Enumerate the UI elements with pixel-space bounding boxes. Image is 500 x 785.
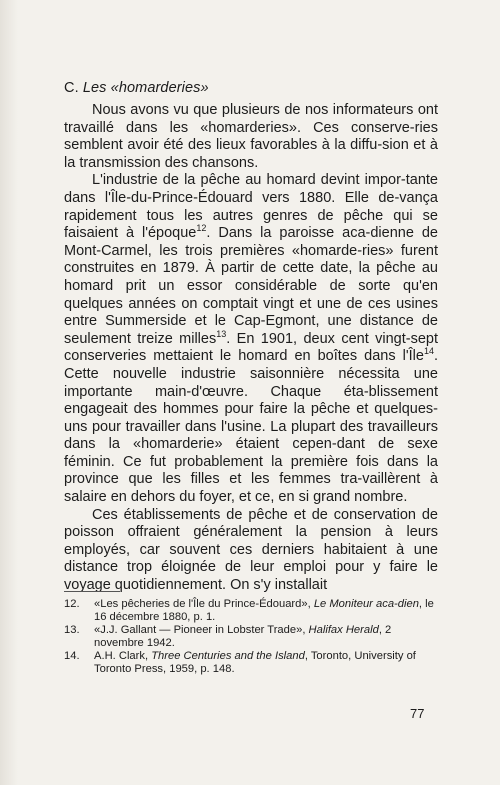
footnote-ref: 13 [216, 328, 227, 339]
body-text [64, 102, 438, 595]
footnote [64, 650, 442, 676]
footnote-number: 14. [64, 650, 80, 662]
section-title: Les «homarderies» [82, 80, 209, 96]
footnote-number: 12. [64, 598, 80, 610]
footnote-text: «Les pêcheries de l'Île du Prince-Édouard», Le Moniteur aca-dien, le 16 décembre 1880, p. 1. [94, 598, 434, 623]
paragraph: Nous avons vu que plusieurs de nos informateurs ont travaillé dans les «homarderies». Ces conserve-ries semblent avoir été des lieux favorables à la diffu-sion et à la transmission des chansons. [64, 102, 438, 171]
section-heading [64, 80, 209, 96]
footnote [64, 624, 442, 650]
footnote-number: 13. [64, 624, 80, 636]
footnote [64, 598, 442, 624]
footnote-separator [64, 591, 120, 592]
footnote-title: Three Centuries and the Island [151, 650, 305, 662]
section-letter: C. [64, 80, 79, 96]
footnote-ref: 14 [423, 346, 434, 357]
page-number: 77 [410, 706, 425, 721]
footnote-text: «J.J. Gallant — Pioneer in Lobster Trade», Halifax Herald, 2 novembre 1942. [94, 624, 392, 649]
footnote-title: Le Moniteur aca-dien [313, 598, 419, 610]
footnote-text: A.H. Clark, Three Centuries and the Island, Toronto, University of Toronto Press, 1959, p. 148. [94, 650, 416, 675]
footnote-title: Halifax Herald [308, 624, 379, 636]
footnote-ref: 12 [196, 223, 207, 234]
paragraph: L'industrie de la pêche au homard devint impor-tante dans l'Île-du-Prince-Édouard vers 1880. Elle de-vança rapidement tous les autres genres de pêche qui se faisaient à l'époque$^{12}$. Dans la paroisse aca-dienne de Mont-Carmel, les trois premières «homarde-ries» furent construites en 1879. À partir de cette date, la pêche au homard prit un essor considérable de sorte qu'en quelques années on comptait vingt et une de ces usines entre Summerside et le Cap-Egmont, une distance de seulement treize milles$^{13}$. En 1901, deux cent vingt-sept conserveries mettaient le homard en boîtes dans l'Île$^{14}$. Cette nouvelle industrie saisonnière nécessita une importante main-d'œuvre. Chaque éta-blissement engageait des hommes pour faire la pêche et quelques-uns pour travailler dans l'usine. La plupart des travailleurs dans la «homarderie» étaient cepen-dant de sexe féminin. Ce fut probablement la première fois dans la province que les filles et les femmes tra-vaillèrent à salaire en dehors du foyer, et ce, en si grand nombre. [64, 172, 438, 506]
paragraph: Ces établissements de pêche et de conservation de poisson offraient généralement la pension à leurs employés, car souvent ces derniers habitaient à une distance trop éloignée de leur emploi pour y faire le voyage quotidiennement. On s'y installait [64, 506, 438, 594]
page-gutter-shadow [0, 0, 18, 785]
footnotes [64, 598, 442, 676]
